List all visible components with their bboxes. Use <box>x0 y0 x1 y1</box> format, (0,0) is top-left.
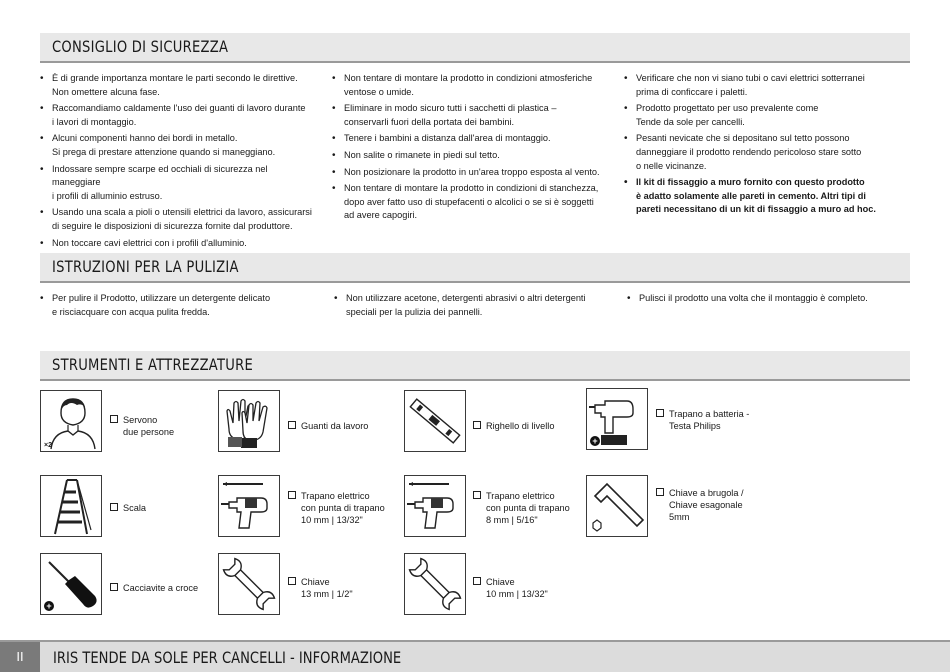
wrench-13mm-tile <box>218 553 280 615</box>
wrench-10mm-tile <box>404 553 466 615</box>
wrench-icon <box>405 554 465 614</box>
checkbox-level[interactable] <box>473 421 481 429</box>
drill-10mm-tile <box>218 475 280 537</box>
safety-item: • Non salite o rimanete in piedi sul tetto. <box>332 149 610 163</box>
phillips-plus-badge: + <box>44 601 54 611</box>
safety-item: • Eliminare in modo sicuro tutti i sacchetti di plastica – conservarli fuori della portata dei bambini. <box>332 102 610 129</box>
safety-item: • Raccomandiamo caldamente l'uso dei guanti di lavoro durante i lavori di montaggio. <box>40 102 318 129</box>
ladder-icon <box>41 476 101 536</box>
page-number: II <box>0 642 40 672</box>
safety-item: • Tenere i bambini a distanza dall'area di montaggio. <box>332 132 610 146</box>
safety-item: • È di grande importanza montare le parti secondo le direttive. Non omettere alcuna fase. <box>40 72 318 99</box>
tools-title: STRUMENTI E ATTREZZATURE <box>52 355 254 374</box>
gloves-tile <box>218 390 280 452</box>
safety-item: • Pesanti nevicate che si depositano sul tetto possono danneggiare il prodotto rendendo pericoloso stare sotto o nelle vicinanze. <box>624 132 902 173</box>
phillips-plus-badge: + <box>590 436 600 446</box>
electric-drill-icon <box>405 476 465 536</box>
electric-drill-icon <box>219 476 279 536</box>
cleaning-item: • Pulisci il prodotto una volta che il montaggio è completo. <box>627 292 905 306</box>
tool-label-wrench-10mm: Chiave 10 mm | 13/32" <box>473 576 548 600</box>
checkbox-allen-key[interactable] <box>656 488 664 496</box>
cleaning-column-1 <box>40 292 318 322</box>
screwdriver-tile <box>40 553 102 615</box>
safety-column-1 <box>40 72 318 253</box>
safety-item: • Non tentare di montare la prodotto in condizioni di stanchezza, dopo aver fatto uso di stupefacenti o alcolici o se si è soggetti ad avere capogiri. <box>332 182 610 223</box>
gloves-icon <box>219 391 279 451</box>
safety-item: • Usando una scala a pioli o utensili elettrici da lavoro, assicurarsi di seguire le disposizioni di sicurezza fornite dal produttore. <box>40 206 318 233</box>
cleaning-column-2 <box>334 292 612 322</box>
tool-label-level: Righello di livello <box>473 420 554 432</box>
cleaning-column-3 <box>627 292 905 309</box>
safety-item: • Non posizionare la prodotto in un'area troppo esposta al vento. <box>332 166 610 180</box>
tool-label-drill-10mm: Trapano elettrico con punta di trapano 10 mm | 13/32" <box>288 490 385 526</box>
level-tile <box>404 390 466 452</box>
safety-item: • Indossare sempre scarpe ed occhiali di sicurezza nel maneggiare i profili di alluminio estruso. <box>40 163 318 204</box>
tool-label-gloves: Guanti da lavoro <box>288 420 368 432</box>
cleaning-item: • Per pulire il Prodotto, utilizzare un detergente delicato e risciacquare con acqua pulita fredda. <box>40 292 318 319</box>
checkbox-gloves[interactable] <box>288 421 296 429</box>
safety-title: CONSIGLIO DI SICUREZZA <box>52 37 229 56</box>
tool-label-cordless-drill: Trapano a batteria - Testa Philips <box>656 408 749 432</box>
tool-label-screwdriver: Cacciavite a croce <box>110 582 198 594</box>
allen-key-icon <box>587 476 647 536</box>
tool-label-drill-8mm: Trapano elettrico con punta di trapano 8 mm | 5/16" <box>473 490 570 526</box>
checkbox-cordless-drill[interactable] <box>656 409 664 417</box>
tools-section-header <box>40 351 910 381</box>
checkbox-drill-8mm[interactable] <box>473 491 481 499</box>
checkbox-screwdriver[interactable] <box>110 583 118 591</box>
tool-label-wrench-13mm: Chiave 13 mm | 1/2" <box>288 576 353 600</box>
safety-item-bold: • Il kit di fissaggio a muro fornito con questo prodotto è adatto solamente alle pareti in cemento. Altri tipi di pareti necessitano di un kit di fissaggio a muro ad hoc. <box>624 176 902 217</box>
footer-title: IRIS TENDE DA SOLE PER CANCELLI - INFORMAZIONE <box>53 648 402 667</box>
ladder-tile <box>40 475 102 537</box>
safety-section-header <box>40 33 910 63</box>
cleaning-title: ISTRUZIONI PER LA PULIZIA <box>52 257 239 276</box>
safety-item: • Non toccare cavi elettrici con i profili d'alluminio. <box>40 237 318 251</box>
level-icon <box>405 391 465 451</box>
cordless-drill-tile <box>586 388 648 450</box>
checkbox-two-people[interactable] <box>110 415 118 423</box>
safety-item: • Alcuni componenti hanno dei bordi in metallo. Si prega di prestare attenzione quando si maneggiano. <box>40 132 318 159</box>
safety-item: • Verificare che non vi siano tubi o cavi elettrici sotterranei prima di conficcare i paletti. <box>624 72 902 99</box>
checkbox-wrench-10mm[interactable] <box>473 577 481 585</box>
people-count: ×2 <box>44 442 52 449</box>
safety-column-3 <box>624 72 902 220</box>
tool-label-ladder: Scala <box>110 502 146 514</box>
drill-8mm-tile <box>404 475 466 537</box>
safety-item: • Prodotto progettato per uso prevalente come Tende da sole per cancelli. <box>624 102 902 129</box>
tool-label-allen-key: Chiave a brugola / Chiave esagonale 5mm <box>656 487 744 523</box>
cleaning-section-header <box>40 253 910 283</box>
checkbox-wrench-13mm[interactable] <box>288 577 296 585</box>
tool-label-two-people: Servono due persone <box>110 414 174 438</box>
allen-key-tile <box>586 475 648 537</box>
checkbox-drill-10mm[interactable] <box>288 491 296 499</box>
safety-column-2 <box>332 72 610 226</box>
safety-item: • Non tentare di montare la prodotto in condizioni atmosferiche ventose o umide. <box>332 72 610 99</box>
page-footer <box>0 640 950 672</box>
two-people-tile <box>40 390 102 452</box>
cleaning-item: • Non utilizzare acetone, detergenti abrasivi o altri detergenti speciali per la pulizia dei pannelli. <box>334 292 612 319</box>
checkbox-ladder[interactable] <box>110 503 118 511</box>
wrench-icon <box>219 554 279 614</box>
